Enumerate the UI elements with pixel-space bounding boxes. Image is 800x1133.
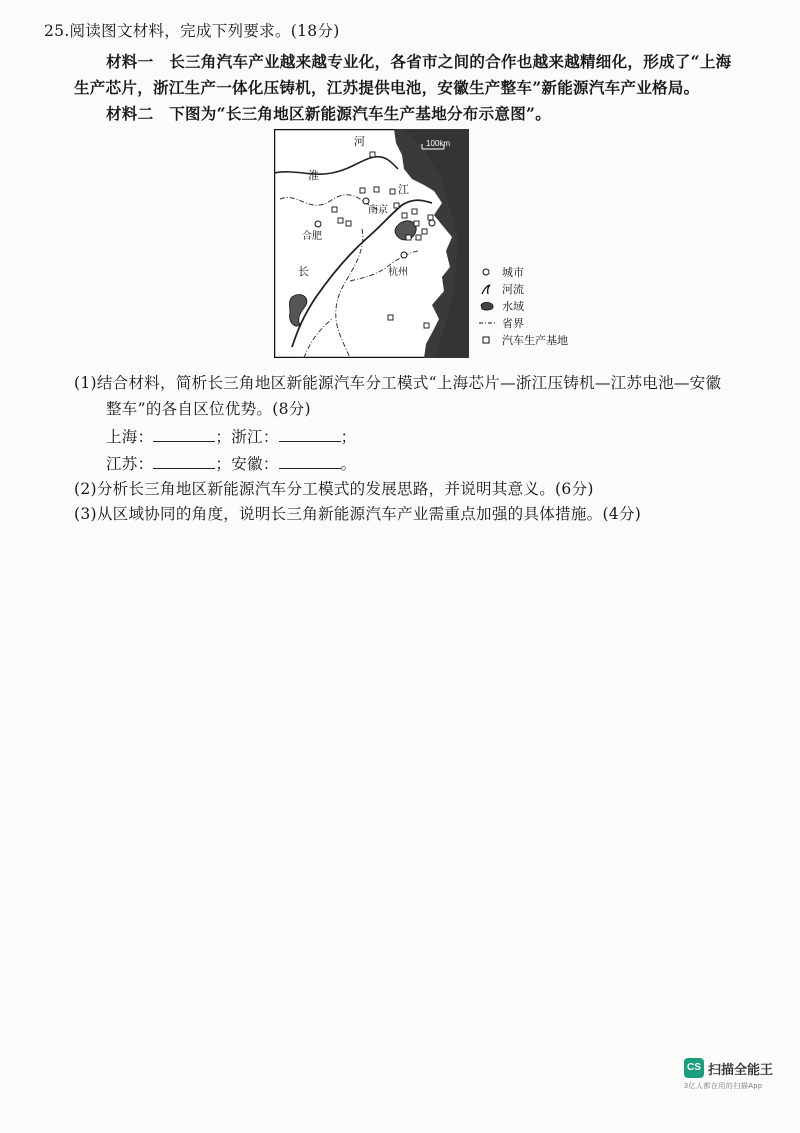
q3: (3)从区域协同的角度，说明长三角新能源汽车产业需重点加强的具体措施。(4分) [74, 505, 642, 523]
base [416, 235, 421, 240]
city-nanjing [363, 198, 369, 204]
label-nanjing: 南京 [368, 205, 388, 216]
camscanner-tagline: 3亿人都在用的扫描App [684, 1083, 763, 1090]
base [388, 315, 393, 320]
zhejiang-answer-blank[interactable] [279, 427, 341, 442]
legend-water: 水域 [478, 298, 524, 314]
base [370, 152, 375, 157]
base [346, 221, 351, 226]
material-1-line-2: 生产芯片，浙江生产一体化压铸机，江苏提供电池，安徽生产整车”新能源汽车产业格局。 [74, 78, 700, 97]
legend-boundary: 省界 [478, 315, 524, 331]
base [406, 235, 411, 240]
camscanner-watermark [684, 1058, 784, 1092]
label-jiang: 江 [398, 183, 409, 196]
anhui-answer-blank[interactable] [279, 454, 341, 469]
base [360, 188, 365, 193]
camscanner-logo-icon: CS [684, 1058, 704, 1078]
base [412, 209, 417, 214]
base [428, 215, 433, 220]
base [424, 323, 429, 328]
label-chang: 长 [298, 265, 309, 278]
water-icon [478, 299, 498, 313]
city-icon [478, 265, 498, 279]
city-hangzhou [401, 252, 407, 258]
anhui-label: 安徽： [231, 455, 279, 473]
material-1-line-1: 材料一 长三角汽车产业越来越专业化，各省市之间的合作也越来越精细化，形成了“上海 [106, 52, 732, 71]
base-icon [478, 333, 498, 347]
material-2: 材料二 下图为“长三角地区新能源汽车生产基地分布示意图”。 [106, 104, 552, 123]
q1-line-2: 整车”的各自区位优势。(8分) [106, 400, 311, 418]
base [332, 207, 337, 212]
zhejiang-label: 浙江： [231, 428, 279, 446]
shanghai-answer-blank[interactable] [153, 427, 215, 442]
base [338, 218, 343, 223]
legend-city: 城市 [478, 264, 524, 280]
answer-line-1: 上海： ；浙江： ； [106, 428, 357, 446]
base [402, 213, 407, 218]
map-graphic [274, 129, 469, 358]
jiangsu-answer-blank[interactable] [153, 454, 215, 469]
base [414, 221, 419, 226]
city-hefei [315, 221, 321, 227]
label-shanghai: 上海 [432, 223, 444, 243]
q2: (2)分析长三角地区新能源汽车分工模式的发展思路，并说明其意义。(6分) [74, 480, 594, 498]
answer-line-2: 江苏： ；安徽： 。 [106, 455, 357, 473]
base [422, 229, 427, 234]
q1-line-1: (1)结合材料，简析长三角地区新能源汽车分工模式“上海芯片—浙江压铸机—江苏电池—安徽 [74, 374, 722, 392]
base [374, 187, 379, 192]
river-icon [478, 282, 498, 296]
label-hefei: 合肥 [302, 231, 322, 242]
boundary-icon [478, 316, 498, 330]
shanghai-label: 上海： [106, 428, 154, 446]
camscanner-name: 扫描全能王 [708, 1062, 774, 1077]
question-header: 25.阅读图文材料，完成下列要求。(18分) [44, 22, 340, 40]
jiangsu-label: 江苏： [106, 455, 154, 473]
yangtze-delta-map [274, 129, 469, 358]
scale-label: 100km [426, 139, 451, 148]
label-hangzhou: 杭州 [388, 267, 408, 278]
label-huai: 淮 [308, 169, 319, 182]
base [394, 203, 399, 208]
label-he: 河 [354, 135, 365, 148]
base [390, 189, 395, 194]
legend-base: 汽车生产基地 [478, 332, 568, 348]
legend-river: 河流 [478, 281, 524, 297]
